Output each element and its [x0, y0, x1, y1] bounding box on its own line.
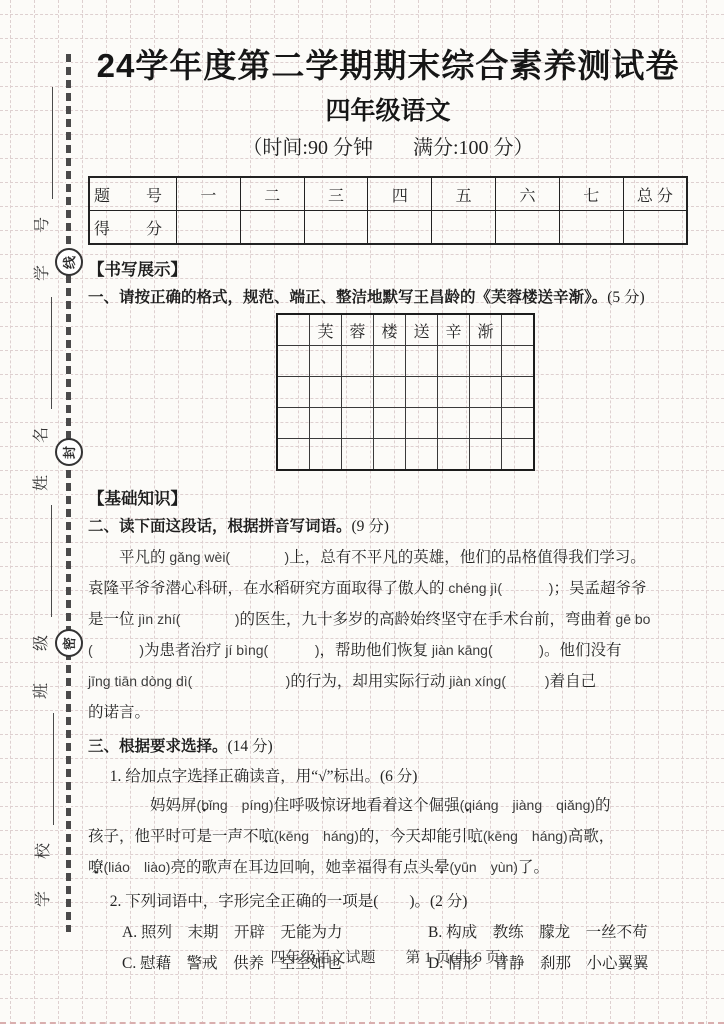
student-class-blank-line: [46, 505, 52, 617]
score-row-label: 得 分: [89, 211, 177, 245]
poem-title-cell: [277, 314, 310, 346]
text-line: [88, 635, 688, 666]
poem-blank-cell: [277, 377, 310, 408]
chinese-segment: 的医生，九十多岁的高龄始终坚守在手术台前，弯曲着: [239, 611, 616, 628]
chinese-segment: 住呼吸惊讶地看着这个倔: [273, 797, 445, 814]
text-line: [88, 542, 688, 573]
pinyin-segment: jīng tiān dòng dì( ): [88, 673, 291, 689]
poem-blank-cell: [310, 346, 342, 377]
student-class-field: [26, 499, 52, 699]
poem-blank-cell: [310, 439, 342, 471]
pinyin-segment: ( ): [88, 642, 144, 658]
score-header-cell: 五: [432, 177, 496, 211]
score-table-score-row: [89, 211, 687, 245]
chinese-segment: 上，总有不平凡的英雄，他们的品格值得我们学习。: [289, 549, 646, 566]
student-name-field: [26, 291, 52, 491]
text-line: [88, 604, 688, 635]
poem-grid-row: [277, 377, 534, 408]
seal-char-feng: 封: [55, 438, 83, 466]
score-header-cell: 二: [240, 177, 304, 211]
poem-title-cell: 送: [406, 314, 438, 346]
poem-blank-cell: [310, 408, 342, 439]
poem-blank-cell: [342, 377, 374, 408]
poem-blank-cell: [406, 377, 438, 408]
pinyin-segment: chéng jì( ): [448, 580, 554, 596]
poem-title-cell: 芙: [310, 314, 342, 346]
section-basics-header: 【基础知识】: [88, 490, 187, 508]
question-1-heading: [88, 285, 688, 311]
poem-blank-cell: [406, 408, 438, 439]
score-empty-cell: [304, 211, 368, 245]
pinyin-segment: gē bo: [615, 611, 651, 627]
score-header-cell: 题 号: [89, 177, 177, 211]
student-class-label: 班 级: [33, 626, 50, 699]
score-header-cell: 四: [368, 177, 432, 211]
pinyin-segment: jìn zhí( ): [138, 611, 240, 627]
grid-vline: [10, 0, 11, 1024]
dotted-char: 吭: [467, 828, 483, 845]
page-footer: 四年级语文试题 第 1 页(共 6 页): [270, 950, 506, 966]
poem-blank-cell: [374, 439, 406, 471]
student-number-field: [27, 81, 53, 281]
question-2-text: 二、读下面这段话，根据拼音写词语。: [88, 518, 352, 535]
text-line: [88, 573, 688, 604]
question-2-heading: [88, 514, 688, 540]
poem-blank-cell: [502, 346, 535, 377]
seal-char-mi: 密: [55, 629, 83, 657]
poem-blank-cell: [374, 408, 406, 439]
poem-writing-grid: [276, 313, 535, 471]
option-c: C. 慰藉 警戒 供养 空空如也: [122, 955, 342, 972]
exam-subject: 四年级语文: [325, 97, 451, 125]
poem-blank-cell: [342, 439, 374, 471]
question-3-1-heading: 1. 给加点字选择正确读音，用“√”标出。(6 分): [109, 768, 418, 785]
pinyin-segment: (yūn yùn): [449, 859, 518, 875]
poem-title-cell: 辛: [438, 314, 470, 346]
text-line: [88, 666, 688, 697]
poem-grid-row: [277, 346, 534, 377]
chinese-segment: ；吴孟超爷爷: [553, 580, 647, 597]
poem-grid-row: [277, 314, 534, 346]
poem-blank-cell: [342, 408, 374, 439]
score-header-cell: 六: [496, 177, 560, 211]
poem-grid-row: [277, 408, 534, 439]
student-number-label: 学 号: [34, 208, 51, 281]
score-table-header-row: [89, 177, 687, 211]
student-name-label: 姓 名: [33, 418, 50, 491]
student-name-blank-line: [46, 297, 52, 409]
question-3-heading: [88, 734, 688, 760]
chinese-segment: 的行为，却用实际行动: [290, 673, 450, 690]
poem-blank-cell: [470, 439, 502, 471]
dotted-char: 屏: [181, 797, 197, 814]
chinese-segment: 是一位: [88, 611, 139, 628]
option-d: D. 情形 青静 刹那 小心翼翼: [428, 955, 649, 972]
poem-blank-cell: [438, 377, 470, 408]
poem-blank-cell: [342, 346, 374, 377]
text-line: [88, 852, 688, 883]
pinyin-segment: (bǐng píng): [196, 797, 274, 813]
poem-blank-cell: [277, 408, 310, 439]
grid-vline: [706, 0, 707, 1024]
poem-blank-cell: [502, 377, 535, 408]
seal-dashed-line: [66, 54, 71, 932]
option-b: B. 构成 教练 朦龙 一丝不苟: [428, 924, 648, 941]
score-header-cell: 总 分: [623, 177, 687, 211]
pinyin-segment: jiàn kāng( ): [431, 642, 544, 658]
chinese-segment: 。他们没有: [543, 642, 622, 659]
chinese-segment: 的，今天却能引: [358, 828, 468, 845]
poem-blank-cell: [310, 377, 342, 408]
exam-content: [88, 0, 688, 977]
pinyin-segment: (kēng háng): [274, 828, 359, 844]
student-school-field: [28, 707, 54, 907]
poem-blank-cell: [438, 408, 470, 439]
student-number-blank-line: [47, 87, 53, 199]
grid-hline: [0, 998, 724, 999]
poem-title-cell: 蓉: [342, 314, 374, 346]
pinyin-segment: (liáo liào): [103, 859, 171, 875]
student-school-label: 学 校: [35, 834, 52, 907]
options-row-1: [88, 919, 688, 946]
dotted-char: 吭: [258, 828, 275, 845]
question-1-text: 一、请按正确的格式，规范、端正、整洁地默写王昌龄的《芙蓉楼送辛渐》。: [88, 289, 608, 306]
poem-title-cell: 渐: [470, 314, 502, 346]
chinese-segment: 平凡的: [119, 549, 170, 566]
poem-title-cell: [502, 314, 535, 346]
score-empty-cell: [623, 211, 687, 245]
question-3-text: 三、根据要求选择。: [88, 738, 228, 755]
chinese-segment: ，帮助他们恢复: [319, 642, 432, 659]
section-writing-header: 【书写展示】: [88, 261, 187, 279]
poem-writing-grid-body: [277, 314, 534, 470]
pinyin-paragraph: [88, 542, 688, 728]
question-1-points: (5 分): [607, 289, 645, 306]
poem-blank-cell: [374, 377, 406, 408]
poem-grid-row: [277, 439, 534, 471]
poem-blank-cell: [470, 377, 502, 408]
chinese-segment: 着自己: [549, 673, 597, 690]
chinese-segment: 妈妈: [119, 797, 182, 814]
time-score-info: （时间:90 分钟 满分:100 分）: [242, 137, 534, 159]
score-empty-cell: [368, 211, 432, 245]
exam-title: 24学年度第二学期期末综合素养测试卷: [96, 47, 680, 84]
poem-blank-cell: [277, 346, 310, 377]
poem-blank-cell: [502, 439, 535, 471]
chinese-segment: 的: [595, 797, 611, 814]
chinese-segment: 为患者治疗: [144, 642, 226, 659]
poem-blank-cell: [438, 439, 470, 471]
score-empty-cell: [559, 211, 623, 245]
text-line: [88, 790, 688, 821]
question-2-points: (9 分): [351, 518, 389, 535]
poem-blank-cell: [470, 408, 502, 439]
student-school-blank-line: [48, 713, 54, 825]
chinese-segment: 袁隆平爷爷潜心科研，在水稻研究方面取得了傲人的: [88, 580, 449, 597]
score-empty-cell: [432, 211, 496, 245]
question-3-2-heading: 2. 下列词语中，字形完全正确的一项是( )。(2 分): [109, 893, 468, 910]
chinese-segment: 高歌，: [567, 828, 615, 845]
poem-blank-cell: [438, 346, 470, 377]
dotted-char: 嘹: [88, 859, 104, 876]
score-table: [88, 176, 688, 245]
pinyin-segment: gǎng wèi( ): [169, 549, 290, 565]
score-header-cell: 三: [304, 177, 368, 211]
poem-blank-cell: [406, 346, 438, 377]
dotted-char: 强: [444, 797, 460, 814]
score-empty-cell: [177, 211, 241, 245]
dotted-char: 晕: [433, 859, 450, 876]
pronunciation-passage: [88, 790, 688, 883]
grid-vline: [82, 0, 83, 1024]
score-empty-cell: [240, 211, 304, 245]
chinese-segment: 亮的歌声在耳边回响，她幸福得有点头: [170, 859, 434, 876]
poem-title-cell: 楼: [374, 314, 406, 346]
question-3-points: (14 分): [227, 738, 273, 755]
pinyin-segment: (kēng háng): [482, 828, 568, 844]
pinyin-segment: jiàn xíng( ): [449, 673, 550, 689]
grid-vline: [58, 0, 59, 1024]
poem-blank-cell: [277, 439, 310, 471]
score-empty-cell: [496, 211, 560, 245]
score-header-cell: 七: [559, 177, 623, 211]
poem-blank-cell: [406, 439, 438, 471]
chinese-segment: 孩子，他平时可是一声不: [88, 828, 259, 845]
poem-blank-cell: [374, 346, 406, 377]
score-header-cell: 一: [177, 177, 241, 211]
text-line: [88, 697, 688, 728]
seal-char-xian: 线: [55, 248, 83, 276]
poem-blank-cell: [502, 408, 535, 439]
pinyin-segment: jí bìng( ): [225, 642, 320, 658]
chinese-segment: 的诺言。: [88, 704, 151, 721]
poem-blank-cell: [470, 346, 502, 377]
chinese-segment: 了。: [517, 859, 549, 876]
option-a: A. 照列 末期 开辟 无能为力: [122, 924, 343, 941]
pinyin-segment: (qiáng jiàng qiǎng): [459, 797, 596, 813]
